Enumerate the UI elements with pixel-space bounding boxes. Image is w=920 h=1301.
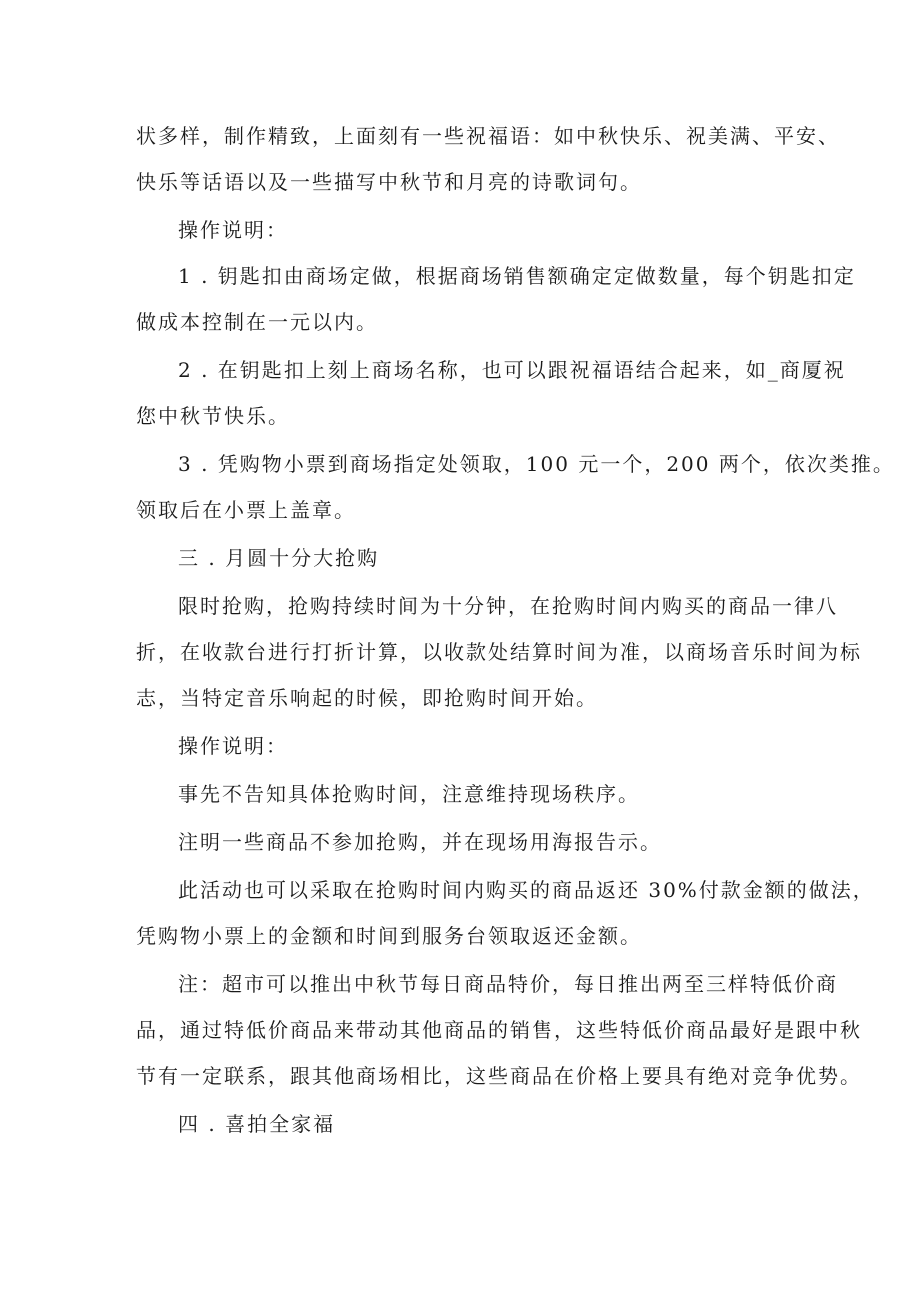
paragraph-line: 快乐等话语以及一些描写中秋节和月亮的诗歌词句。 [136,170,642,194]
paragraph-line: 折，在收款台进行打折计算，以收款处结算时间为准，以商场音乐时间为标 [136,640,862,664]
list-item-3: 3 . 凭购物小票到商场指定处领取，100 元一个，200 两个，依次类推。 [178,452,895,476]
list-item-1: 1 . 钥匙扣由商场定做，根据商场销售额确定定做数量，每个钥匙扣定 [178,264,856,288]
paragraph-line: 此活动也可以采取在抢购时间内购买的商品返还 30%付款金额的做法， [178,878,875,902]
list-item-1-cont: 做成本控制在一元以内。 [136,310,378,334]
list-item-2: 2 . 在钥匙扣上刻上商场名称，也可以跟祝福语结合起来，如_商厦祝 [178,358,846,382]
operation-heading: 操作说明： [178,218,288,242]
paragraph-line: 状多样，制作精致，上面刻有一些祝福语：如中秋快乐、祝美满、平安、 [136,124,840,148]
list-item-3-cont: 领取后在小票上盖章。 [136,498,356,522]
operation-heading: 操作说明： [178,734,288,758]
list-item-2-cont: 您中秋节快乐。 [136,404,290,428]
paragraph-line: 限时抢购，抢购持续时间为十分钟，在抢购时间内购买的商品一律八 [178,594,838,618]
note-line: 事先不告知具体抢购时间，注意维持现场秩序。 [178,782,640,806]
paragraph-line: 节有一定联系，跟其他商场相比，这些商品在价格上要具有绝对竞争优势。 [136,1064,862,1088]
note-line: 注明一些商品不参加抢购，并在现场用海报告示。 [178,830,662,854]
paragraph-line: 凭购物小票上的金额和时间到服务台领取返还金额。 [136,924,642,948]
section-heading-3: 三 . 月圆十分大抢购 [178,546,380,570]
paragraph-line: 志，当特定音乐响起的时候，即抢购时间开始。 [136,686,598,710]
paragraph-line: 注：超市可以推出中秋节每日商品特价，每日推出两至三样特低价商 [178,972,838,996]
paragraph-line: 品，通过特低价商品来带动其他商品的销售，这些特低价商品最好是跟中秋 [136,1018,862,1042]
section-heading-4: 四 . 喜拍全家福 [178,1112,336,1136]
